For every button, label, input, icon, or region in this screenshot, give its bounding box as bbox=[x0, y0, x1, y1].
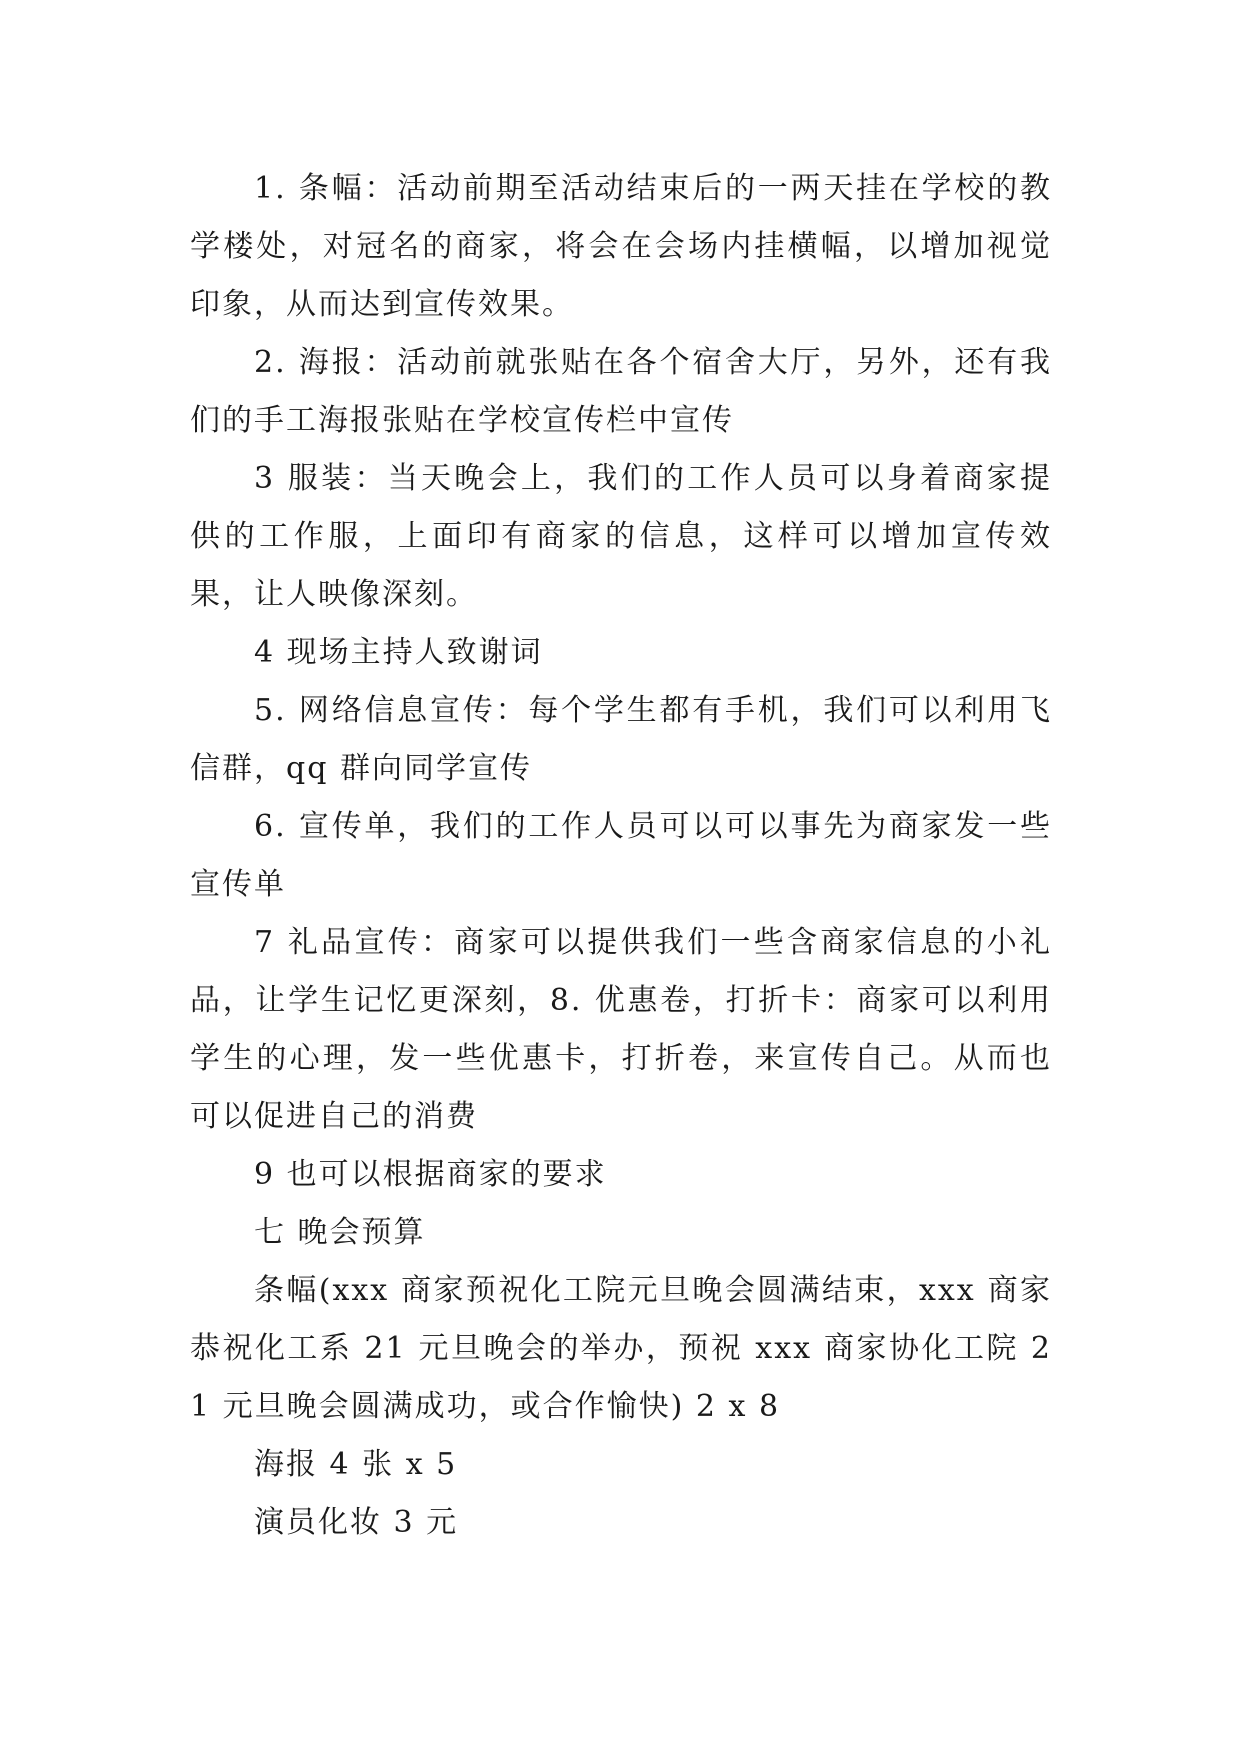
paragraph-host-thanks: 4 现场主持人致谢词 bbox=[254, 635, 543, 670]
section-heading-budget: 七 晚会预算 bbox=[254, 1215, 426, 1250]
budget-item-poster: 海报 4 张 x 5 bbox=[254, 1447, 458, 1482]
document-body bbox=[190, 160, 1052, 1552]
paragraph-gifts: 7 礼品宣传：商家可以提供我们一些含商家信息的小礼品，让学生记忆更深刻，8. 优惠卷，打折卡：商家可以利用学生的心理，发一些优惠卡，打折卷，来宣传自己。从而也可以促进自己的消费 bbox=[190, 925, 1052, 1134]
paragraph-merchant-requirements: 9 也可以根据商家的要求 bbox=[254, 1157, 607, 1192]
budget-item-banner: 条幅(xxx 商家预祝化工院元旦晚会圆满结束，xxx 商家恭祝化工系 21 元旦晚会的举办，预祝 xxx 商家协化工院 21 元旦晚会圆满成功，或合作愉快) 2 x 8 bbox=[190, 1273, 1052, 1424]
paragraph-flyers: 6. 宣传单，我们的工作人员可以可以事先为商家发一些宣传单 bbox=[190, 809, 1052, 902]
budget-item-makeup: 演员化妆 3 元 bbox=[254, 1505, 459, 1540]
paragraph-uniform: 3 服装：当天晚会上，我们的工作人员可以身着商家提供的工作服，上面印有商家的信息，这样可以增加宣传效果，让人映像深刻。 bbox=[190, 461, 1052, 612]
paragraph-banner: 1. 条幅：活动前期至活动结束后的一两天挂在学校的教学楼处，对冠名的商家，将会在会场内挂横幅，以增加视觉印象，从而达到宣传效果。 bbox=[190, 171, 1052, 322]
paragraph-poster: 2. 海报：活动前就张贴在各个宿舍大厅，另外，还有我们的手工海报张贴在学校宣传栏中宣传 bbox=[190, 345, 1052, 438]
paragraph-online-promotion: 5. 网络信息宣传：每个学生都有手机，我们可以利用飞信群，qq 群向同学宣传 bbox=[190, 693, 1052, 786]
